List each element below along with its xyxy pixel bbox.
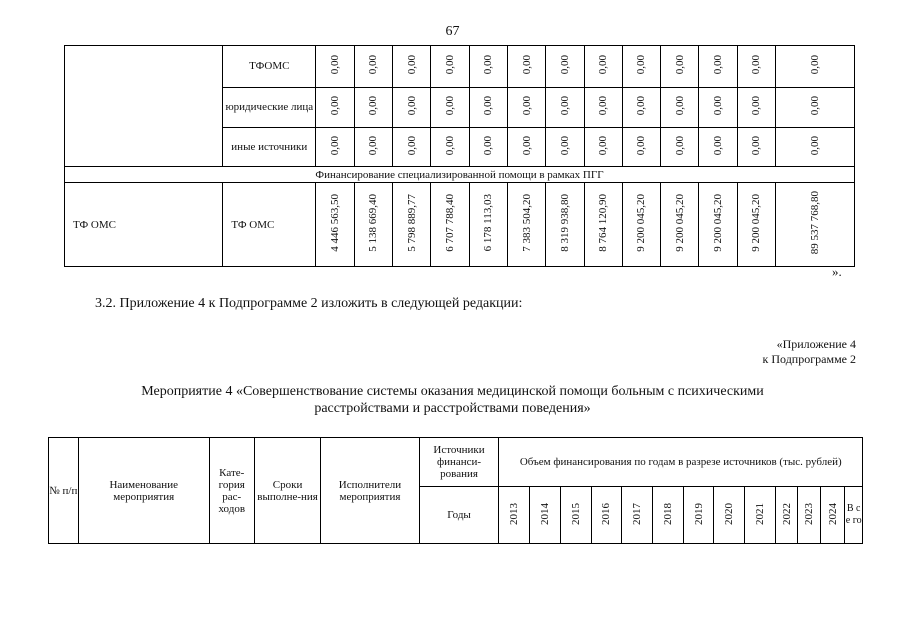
total-header: В се го — [845, 487, 863, 544]
year-header: 2017 — [631, 502, 644, 525]
year-value: 9 200 045,20 — [635, 194, 648, 252]
year-value: 0,00 — [558, 96, 571, 116]
year-header: 2015 — [569, 502, 582, 525]
year-value-cell — [354, 88, 392, 128]
year-value-cell — [507, 88, 545, 128]
year-value-cell — [584, 46, 622, 88]
year-value: 0,00 — [712, 96, 725, 116]
header-terms: Сроки выполне-ния — [254, 438, 321, 544]
financing-table-continued — [64, 45, 855, 267]
section-banner: Финансирование специализированной помощи в рамках ПГГ — [65, 167, 855, 183]
year-value: 0,00 — [712, 55, 725, 75]
total-value-cell — [776, 128, 855, 167]
year-header: 2022 — [780, 502, 793, 525]
year-value-cell — [737, 128, 775, 167]
page-number: 67 — [445, 24, 460, 39]
year-header: 2014 — [539, 502, 552, 525]
year-value: 0,00 — [673, 135, 686, 156]
year-header-cell — [591, 487, 622, 544]
year-value-cell — [699, 128, 737, 167]
year-header-cell — [622, 487, 653, 544]
year-value: 4 446 563,50 — [328, 194, 341, 252]
total-value: 0,00 — [809, 135, 822, 156]
year-value: 0,00 — [367, 135, 380, 156]
total-value-cell — [776, 183, 855, 267]
year-value-cell — [316, 128, 354, 167]
year-value-cell — [737, 46, 775, 88]
year-value-cell — [622, 183, 660, 267]
appendix-reference — [763, 337, 856, 367]
year-value: 0,00 — [635, 55, 648, 75]
year-value-cell — [469, 183, 507, 267]
year-value-cell — [737, 183, 775, 267]
year-header-cell — [499, 487, 530, 544]
year-value-cell — [392, 183, 430, 267]
year-value-cell — [354, 128, 392, 167]
year-header: 2021 — [753, 502, 766, 525]
year-value-cell — [546, 46, 584, 88]
year-value: 0,00 — [558, 55, 571, 75]
year-value-cell — [699, 46, 737, 88]
event-title-line-2: расстройствами и расстройствами поведения» — [314, 401, 591, 416]
year-header: 2018 — [661, 502, 674, 525]
year-value-cell — [661, 88, 699, 128]
empty-cell — [65, 128, 223, 167]
section-text: 3.2. Приложение 4 к Подпрограмме 2 изложить в следующей редакции: — [95, 296, 523, 311]
year-value-cell — [546, 128, 584, 167]
empty-cell — [65, 88, 223, 128]
executor-cell: ТФ ОМС — [65, 183, 223, 267]
year-header-cell — [798, 487, 821, 544]
year-value-cell — [431, 183, 469, 267]
year-value-cell — [469, 46, 507, 88]
year-value: 0,00 — [405, 135, 418, 156]
year-header-cell — [775, 487, 798, 544]
year-value-cell — [546, 183, 584, 267]
year-value-cell — [507, 46, 545, 88]
total-value-cell — [776, 46, 855, 88]
year-value: 0,00 — [482, 135, 495, 156]
year-value: 0,00 — [405, 55, 418, 75]
year-value: 7 383 504,20 — [520, 194, 533, 252]
year-value-cell — [316, 88, 354, 128]
year-value-cell — [699, 88, 737, 128]
event-financing-table-header — [48, 437, 863, 544]
year-header-cell — [820, 487, 845, 544]
year-value: 0,00 — [520, 135, 533, 156]
year-value-cell — [622, 88, 660, 128]
year-value-cell — [316, 46, 354, 88]
year-value-cell — [469, 88, 507, 128]
year-header-cell — [683, 487, 714, 544]
year-value: 8 319 938,80 — [558, 194, 571, 252]
year-value: 0,00 — [597, 55, 610, 75]
year-value: 0,00 — [328, 55, 341, 75]
year-value-cell — [661, 128, 699, 167]
year-header: 2024 — [826, 502, 839, 525]
year-value: 8 764 120,90 — [597, 194, 610, 252]
year-header: 2023 — [803, 502, 816, 525]
year-value: 0,00 — [520, 55, 533, 75]
year-header: 2016 — [600, 502, 613, 525]
year-value-cell — [354, 183, 392, 267]
year-value: 0,00 — [405, 96, 418, 116]
year-value-cell — [584, 88, 622, 128]
total-value: 0,00 — [809, 96, 822, 116]
year-value-cell — [507, 128, 545, 167]
year-value-cell — [584, 128, 622, 167]
year-value: 0,00 — [750, 96, 763, 116]
event-title-line-1: Мероприятие 4 «Совершенствование системы оказания медицинской помощи больным с психическими — [141, 384, 764, 399]
year-value-cell — [431, 88, 469, 128]
year-header: 2013 — [508, 502, 521, 525]
year-value: 9 200 045,20 — [750, 194, 763, 252]
table-row — [65, 46, 855, 88]
event-title — [100, 383, 805, 417]
year-value: 0,00 — [558, 135, 571, 156]
source-cell: ТФ ОМС — [223, 183, 316, 267]
header-years-label: Годы — [419, 487, 499, 544]
year-value: 0,00 — [482, 55, 495, 75]
year-value: 0,00 — [367, 96, 380, 116]
total-value: 89 537 768,80 — [809, 191, 822, 255]
year-header-cell — [745, 487, 776, 544]
header-executors: Исполнители мероприятия — [321, 438, 419, 544]
year-header-cell — [714, 487, 745, 544]
header-financing-volume: Объем финансирования по годам в разрезе источников (тыс. рублей) — [499, 438, 863, 487]
year-header-cell — [652, 487, 683, 544]
year-value: 9 200 045,20 — [712, 194, 725, 252]
empty-cell — [65, 46, 223, 88]
year-value: 6 178 113,03 — [482, 194, 495, 252]
appendix-line-1: «Приложение 4 — [776, 337, 856, 351]
total-value-cell — [776, 88, 855, 128]
year-value: 0,00 — [443, 96, 456, 116]
year-header-cell — [560, 487, 591, 544]
year-value: 0,00 — [328, 135, 341, 156]
year-value: 0,00 — [367, 55, 380, 75]
year-value-cell — [622, 128, 660, 167]
year-value-cell — [316, 183, 354, 267]
header-event-name: Наименование мероприятия — [78, 438, 209, 544]
year-value-cell — [354, 46, 392, 88]
year-value: 6 707 788,40 — [443, 194, 456, 252]
table-row-fund — [65, 183, 855, 267]
year-value: 5 798 889,77 — [405, 194, 418, 252]
year-value: 0,00 — [520, 96, 533, 116]
table-row — [65, 88, 855, 128]
year-value-cell — [431, 128, 469, 167]
year-value-cell — [431, 46, 469, 88]
total-value: 0,00 — [809, 55, 822, 75]
year-value: 0,00 — [443, 135, 456, 156]
year-value: 0,00 — [328, 96, 341, 116]
year-header: 2019 — [692, 502, 705, 525]
year-value-cell — [469, 128, 507, 167]
year-value: 5 138 669,40 — [367, 194, 380, 252]
year-value: 0,00 — [597, 96, 610, 116]
year-value-cell — [392, 88, 430, 128]
quote-end: ». — [832, 264, 842, 279]
year-value: 0,00 — [750, 55, 763, 75]
year-value-cell — [392, 46, 430, 88]
year-value: 0,00 — [482, 96, 495, 116]
year-value: 0,00 — [712, 135, 725, 156]
year-value: 0,00 — [635, 135, 648, 156]
header-sources: Источники финанси-рования — [419, 438, 499, 487]
appendix-line-2: к Подпрограмме 2 — [762, 352, 856, 366]
year-header: 2020 — [723, 502, 736, 525]
year-value-cell — [507, 183, 545, 267]
year-value: 9 200 045,20 — [673, 194, 686, 252]
table-row — [65, 128, 855, 167]
year-value-cell — [584, 183, 622, 267]
year-value: 0,00 — [673, 96, 686, 116]
source-label: ТФОМС — [223, 46, 316, 88]
year-value: 0,00 — [673, 55, 686, 75]
year-value-cell — [737, 88, 775, 128]
source-label: юридические лица — [223, 88, 316, 128]
year-value-cell — [661, 183, 699, 267]
year-value: 0,00 — [443, 55, 456, 75]
year-value-cell — [392, 128, 430, 167]
year-value: 0,00 — [635, 96, 648, 116]
year-value-cell — [546, 88, 584, 128]
source-label: иные источники — [223, 128, 316, 167]
year-value-cell — [699, 183, 737, 267]
header-category: Кате-гория рас-ходов — [209, 438, 254, 544]
year-value-cell — [622, 46, 660, 88]
header-number: № п/п — [49, 438, 79, 544]
year-value-cell — [661, 46, 699, 88]
banner-row — [65, 167, 855, 183]
year-header-cell — [530, 487, 561, 544]
year-value: 0,00 — [750, 135, 763, 156]
year-value: 0,00 — [597, 135, 610, 156]
